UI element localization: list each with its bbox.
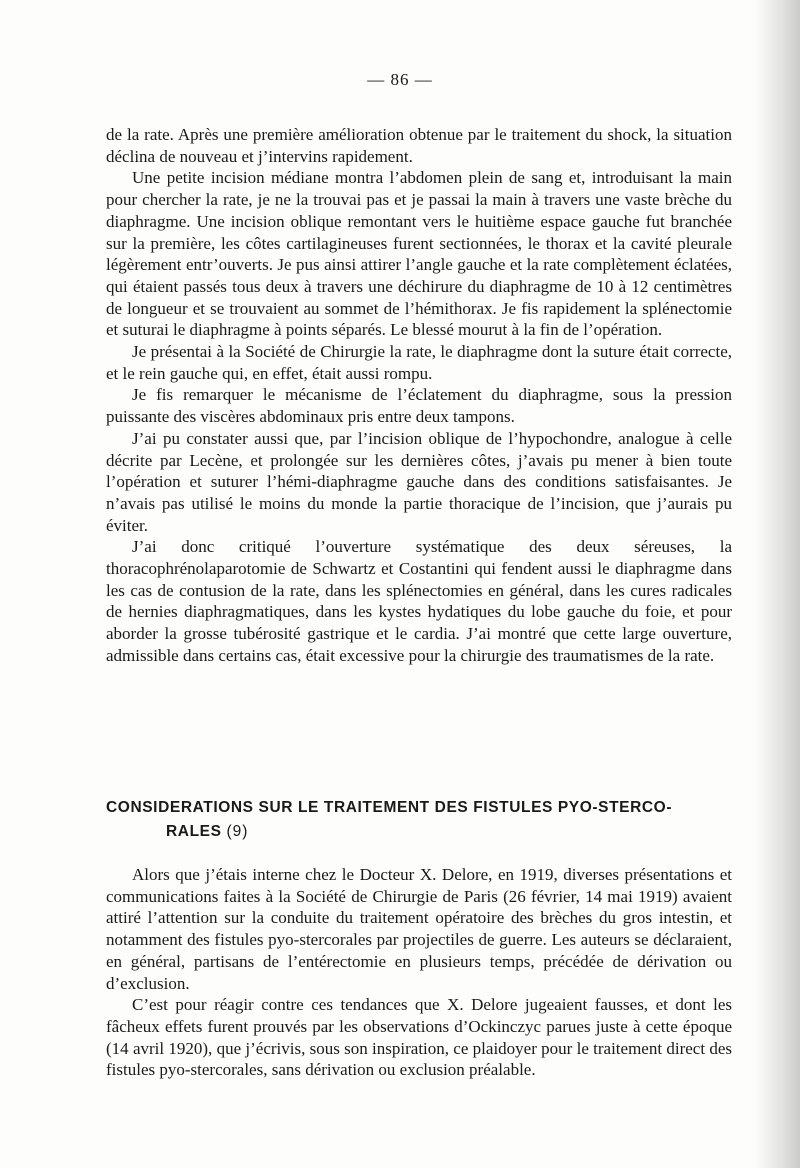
- page-number: — 86 —: [367, 70, 433, 89]
- reference-number: (9): [226, 823, 249, 840]
- paragraph: J’ai donc critiqué l’ouverture systématique des deux séreuses, la thoracophrénolaparotomie de Schwartz et Costantini qui fendent aussi le diaphragme dans les cas de contusion de la rate, dans les splénectomies en général, dans les cures radicales de hernies diaphragmatiques, dans les kystes hydatiques du lobe gauche du foie, et pour aborder la grosse tubérosité gastrique et le cardia. J’ai montré que cette large ouverture, admissible dans certains cas, était excessive pour la chirurgie des traumatismes de la rate.: [106, 537, 732, 665]
- body-text-section-1: [106, 124, 732, 667]
- paragraph: C’est pour réagir contre ces tendances que X. Delore jugeaient fausses, et dont les fâcheux effets furent prouvés par les observations d’Ockinczyc parues juste à cette époque (14 avril 1920), que j’écrivis, sous son inspiration, ce plaidoyer pour le traitement direct des fistules pyo-stercorales, sans dérivation ou exclusion préalable.: [106, 995, 732, 1080]
- paragraph: de la rate. Après une première amélioration obtenue par le traitement du shock, la situation déclina de nouveau et j’intervins rapidement.: [106, 125, 732, 166]
- paragraph: Une petite incision médiane montra l’abdomen plein de sang et, introduisant la main pour chercher la rate, je ne la trouvai pas et je passai la main à travers une vaste brèche du diaphragme. Une incision oblique remontant vers le huitième espace gauche fut branchée sur la première, les côtes cartilagineuses furent sectionnées, le thorax et la cavité pleurale légèrement entr’ouverts. Je pus ainsi attirer l’angle gauche et la rate complètement éclatées, qui étaient passés tous deux à travers une déchirure du diaphragme de 10 à 12 centimètres de longueur et se trouvaient au sommet de l’hémithorax. Je fis rapidement la splénectomie et suturai le diaphragme à points séparés. Le blessé mourut à la fin de l’opération.: [106, 168, 732, 340]
- paragraph: Je présentai à la Société de Chirurgie la rate, le diaphragme dont la suture était correcte, et le rein gauche qui, en effet, était aussi rompu.: [106, 342, 732, 383]
- heading-line-1: CONSIDERATIONS SUR LE TRAITEMENT DES FISTULES PYO-STERCO-: [106, 799, 673, 816]
- paragraph: Je fis remarquer le mécanisme de l’éclatement du diaphragme, sous la pression puissante des viscères abdominaux pris entre deux tampons.: [106, 385, 732, 427]
- paragraph: J’ai pu constater aussi que, par l’incision oblique de l’hypochondre, analogue à celle décrite par Lecène, et prolongée sur les dernières côtes, j’avais pu mener à bien toute l’opération et suturer l’hémi-diaphragme gauche dans des conditions satisfaisantes. Je n’avais pas utilisé le moins du monde la partie thoracique de l’incision, que j’aurais pu éviter.: [106, 428, 732, 535]
- body-text-section-2: [106, 864, 732, 1081]
- heading-line-2: [106, 820, 736, 844]
- paragraph: Alors que j’étais interne chez le Docteur X. Delore, en 1919, diverses présentations et communications faites à la Société de Chirurgie de Paris (26 février, 14 mai 1919) avaient attiré l’attention sur la conduite du traitement opératoire des brèches du gros intestin, et notamment des fistules pyo-stercorales par projectiles de guerre. Les auteurs se déclaraient, en général, partisans de l’entérectomie en plusieurs temps, précédée de dérivation ou d’exclusion.: [106, 865, 732, 993]
- section-heading: [106, 796, 736, 844]
- page-edge-shadow: [754, 0, 800, 1168]
- heading-line-2-text: RALES: [166, 823, 222, 840]
